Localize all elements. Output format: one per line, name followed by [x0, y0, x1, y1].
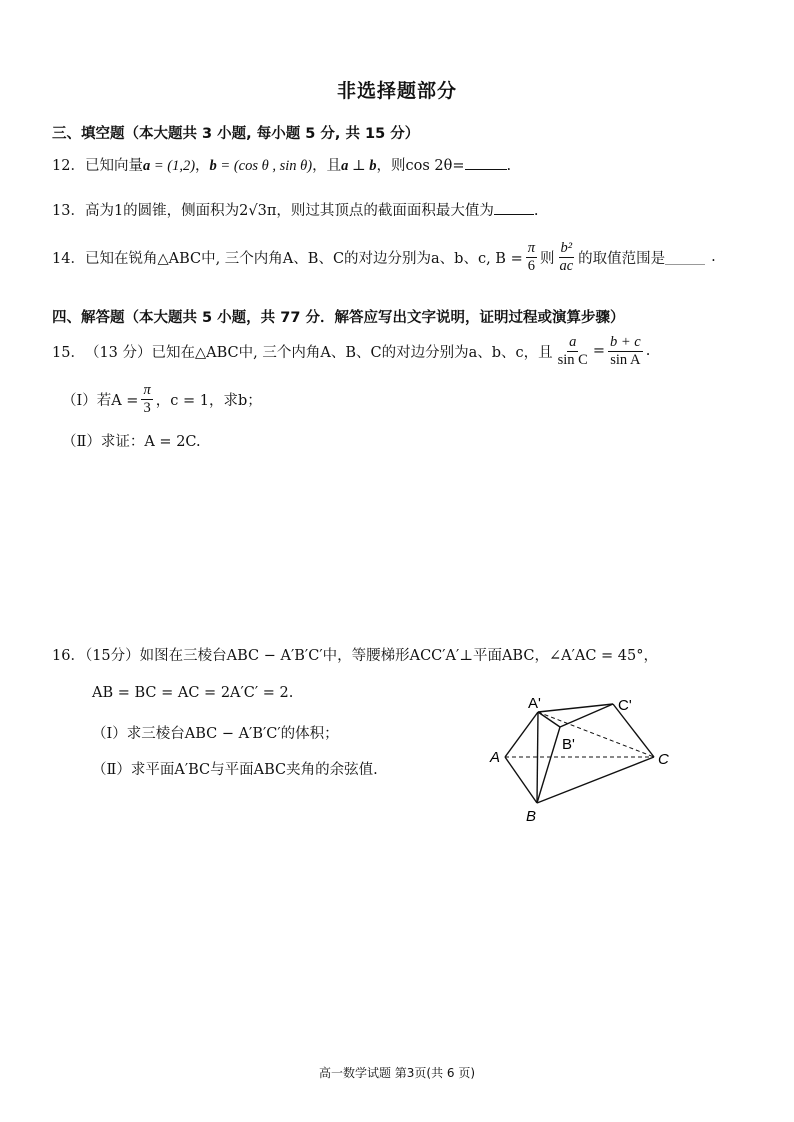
q15-text: （13 分）已知在△ABC中, 三个内角A、B、C的对边分别为a、b、c，且: [84, 344, 553, 361]
q15-fraction-bc-over-sinA: [608, 334, 643, 368]
q12-text-2: ，且: [312, 158, 342, 174]
q14-b-squared: b²: [560, 240, 573, 256]
label-C-prime: C': [618, 697, 632, 714]
q16-part-1: （Ⅰ）求三棱台ABC − A′B′C′的体积；: [92, 726, 339, 742]
question-16: 16．（15分）如图在三棱台ABC − A′B′C′中，等腰梯形ACC′A′⊥平面ABC，∠A′AC = 45°，: [52, 648, 658, 664]
q14-text: 已知在锐角△ABC中, 三个内角A、B、C的对边分别为a、b、c, B =: [84, 250, 523, 267]
question-12: [52, 154, 511, 175]
edge-A1C1: [538, 704, 613, 712]
q15-three: 3: [143, 399, 151, 416]
q14-fraction-pi-over-6: [526, 240, 537, 274]
q15-fraction-pi-over-3: [141, 382, 152, 416]
q14-pi: π: [527, 240, 535, 256]
q15-end: .: [645, 343, 651, 360]
q15-part1-text-2: ，c = 1，求b；: [155, 392, 262, 409]
q13-end: .: [533, 203, 539, 219]
q14-fraction-b2-over-ac: [557, 240, 575, 274]
section-answer-header: 四、解答题（本大题共 5 小题，共 77 分．解答应写出文字说明，证明过程或演算步骤）: [52, 310, 625, 326]
q15-equals: =: [592, 343, 606, 360]
label-C: C: [658, 751, 669, 768]
q12-perp-b: b: [369, 158, 377, 174]
q15-b-plus-c: b + c: [610, 334, 641, 350]
q12-sep: ，: [195, 158, 210, 174]
q14-six: 6: [527, 257, 535, 274]
edge-AB: [505, 757, 537, 803]
q12-number: 12．: [52, 158, 85, 174]
q14-text-3: 的取值范围是: [578, 250, 666, 267]
edge-BB1: [537, 727, 560, 803]
page-title: 非选择题部分: [336, 80, 457, 102]
question-15: [52, 334, 650, 368]
q15-number: 15．: [52, 344, 85, 361]
edge-A1B1: [538, 712, 560, 727]
q13-text: 高为1的圆锥，侧面积为2√3π，则过其顶点的截面面积最大值为: [84, 203, 494, 219]
q14-end: .: [711, 249, 716, 266]
q12-end: .: [506, 158, 512, 174]
question-14: [52, 240, 716, 274]
q12-text: 已知向量: [84, 158, 143, 174]
q12-text-3: ，则cos 2θ=: [376, 158, 465, 174]
q12-vector-a: a: [142, 158, 151, 174]
q13-answer-blank[interactable]: [494, 200, 534, 215]
page-footer: 高一数学试题 第3页(共 6 页): [318, 1066, 476, 1080]
q15-sinA: sin A: [610, 351, 641, 368]
q12-answer-blank[interactable]: [465, 155, 507, 170]
q12-vector-a-value: = (1,2): [150, 158, 196, 174]
q12-vector-b: b: [209, 158, 217, 174]
q16-part-2: （Ⅱ）求平面A′BC与平面ABC夹角的余弦值.: [92, 762, 378, 778]
edge-BC: [537, 757, 654, 803]
label-B: B: [526, 808, 537, 825]
q15-sinC: sin C: [557, 351, 588, 368]
q16-condition: AB = BC = AC = 2A′C′ = 2.: [92, 685, 294, 701]
q15-part1-text: （Ⅰ）若A =: [62, 392, 139, 409]
q14-number: 14．: [52, 250, 85, 267]
edge-AA1: [505, 712, 538, 757]
q15-pi: π: [143, 382, 151, 398]
q14-ac: ac: [559, 257, 574, 274]
q15-part-1: [62, 382, 262, 416]
section-fill-in-header: 三、填空题（本大题共 3 小题, 每小题 5 分, 共 15 分）: [52, 126, 420, 142]
q14-text-2: 则: [539, 250, 555, 267]
q13-number: 13．: [52, 203, 85, 219]
frustum-figure: [480, 688, 680, 828]
q14-answer-blank[interactable]: [665, 250, 705, 265]
label-A-prime: A': [528, 695, 541, 712]
label-A: A: [490, 749, 501, 766]
q12-perp-symbol: ⊥: [348, 158, 370, 174]
q12-vector-b-value: = (cos θ , sin θ): [216, 158, 313, 174]
q15-a: a: [569, 334, 577, 350]
label-B-prime: B': [562, 736, 575, 753]
q12-perp-a: a: [341, 158, 349, 174]
q15-part-2: （Ⅱ）求证：A = 2C.: [62, 434, 201, 450]
q15-fraction-a-over-sinC: [556, 334, 590, 368]
question-13: [52, 199, 539, 220]
edge-A1B: [537, 712, 538, 803]
